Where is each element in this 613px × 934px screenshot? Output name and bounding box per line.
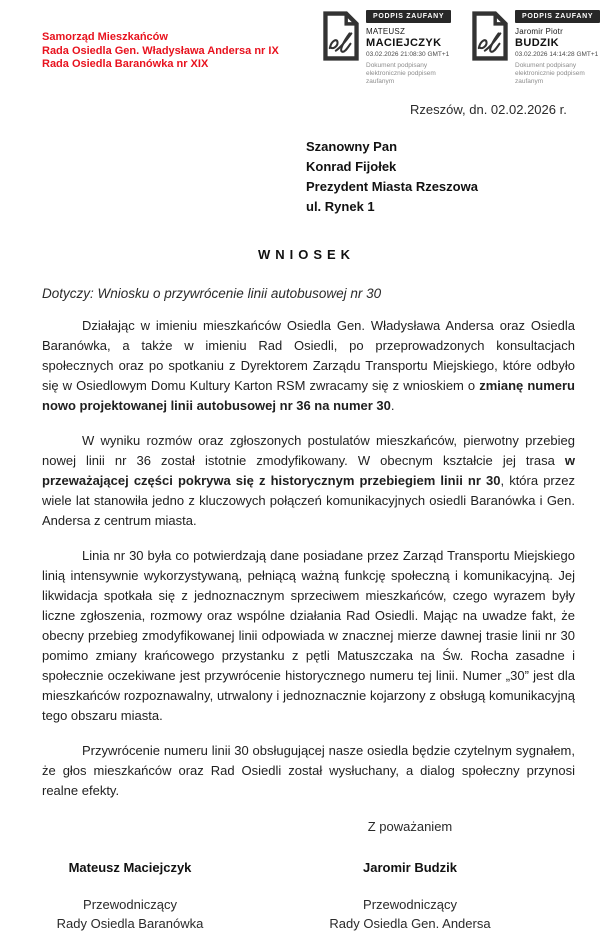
trusted-signature-stamp — [322, 10, 462, 86]
letter-body — [42, 316, 575, 801]
paragraph-2-bold: w przeważającej części pokrywa się z historycznym przebiegiem linii nr 30 — [42, 453, 575, 488]
signed-document-icon — [322, 10, 360, 86]
signer-last-name: BUDZIK — [515, 37, 559, 49]
trusted-signature-stamp — [471, 10, 611, 86]
signatory-right — [300, 860, 520, 934]
signature-row — [0, 860, 613, 934]
dateline: Rzeszów, dn. 02.02.2026 r. — [410, 102, 567, 117]
signatory-organization: Rady Osiedla Gen. Andersa — [329, 916, 491, 931]
closing-phrase: Z poważaniem — [367, 819, 453, 834]
trusted-signature-stamps — [322, 10, 611, 86]
signature-timestamp: 03.02.2026 14:14:28 GMT+1 — [515, 51, 599, 58]
recipient-line: ul. Rynek 1 — [306, 199, 375, 214]
paragraph-1-bold: zmianę numeru nowo projektowanej linii autobusowej nr 36 na numer 30 — [42, 378, 575, 413]
recipient-line: Konrad Fijołek — [306, 159, 397, 174]
stamp-text-block — [366, 10, 462, 86]
paragraph-2 — [42, 431, 575, 531]
signatory-name: Mateusz Maciejczyk — [68, 860, 192, 875]
paragraph-1-text: . — [390, 398, 395, 413]
recipient-line: Prezydent Miasta Rzeszowa — [306, 179, 478, 194]
subject-line: Dotyczy: Wniosku o przywrócenie linii autobusowej nr 30 — [42, 286, 382, 301]
signer-first-name: Jaromir Piotr — [515, 27, 563, 36]
signature-disclaimer: Dokument podpisany elektronicznie podpisem zaufanym — [366, 62, 436, 85]
document-header — [0, 0, 613, 86]
signature-timestamp: 03.02.2026 21:08:30 GMT+1 — [366, 51, 450, 58]
signature-disclaimer: Dokument podpisany elektronicznie podpisem zaufanym — [515, 62, 585, 85]
signatory-left — [30, 860, 230, 934]
letterhead-line: Rada Osiedla Baranówka nr XIX — [42, 58, 209, 70]
paragraph-4: Przywrócenie numeru linii 30 obsługującej nasze osiedla będzie czytelnym sygnałem, że głos mieszkańców oraz Rad Osiedli został wysłuchany, a dialog społeczny przynosi realne efekty. — [42, 743, 575, 798]
paragraph-2-text: , która przez wiele lat stanowiła jedno z kluczowych połączeń komunikacyjnych osiedli Baranówka i Gen. Andersa z centrum miasta. — [42, 473, 575, 528]
signatory-name: Jaromir Budzik — [363, 860, 457, 875]
paragraph-1 — [42, 316, 575, 416]
letterhead — [42, 31, 279, 72]
signed-document-icon — [471, 10, 509, 86]
trusted-profile-badge: PODPIS ZAUFANY — [515, 10, 600, 23]
letterhead-line: Rada Osiedla Gen. Władysława Andersa nr IX — [42, 44, 279, 57]
paragraph-2-text: W wyniku rozmów oraz zgłoszonych postulatów mieszkańców, pierwotny przebieg nowej linii nr 36 został istotnie zmodyfikowany. W obecnym kształcie jej trasa — [42, 433, 575, 468]
paragraph-1-text: Działając w imieniu mieszkańców Osiedla Gen. Władysława Andersa oraz Osiedla Baranówka, a także w imieniu Rad Osiedli, po przeprowadzonych konsultacjach społecznych oraz po spotkaniu z Dyrektorem Zarządu Transportu Miejskiego, które odbyło się w Osiedlowym Domu Kultury Karton RSM zwracamy się z wnioskiem o — [42, 318, 575, 393]
signer-last-name: MACIEJCZYK — [366, 37, 442, 49]
signatory-role: Przewodniczący — [83, 897, 177, 912]
recipient-line: Szanowny Pan — [306, 139, 398, 154]
signatory-organization: Rady Osiedla Baranówka — [56, 916, 204, 931]
trusted-profile-badge: PODPIS ZAUFANY — [366, 10, 451, 23]
paragraph-3: Linia nr 30 była co potwierdzają dane posiadane przez Zarząd Transportu Miejskiego linią intensywnie wykorzystywaną, pełniącą ważną funkcję społeczną i komunikacyjną. Jej likwidacja spotkała się z jednoznacznym sprzeciwem mieszkańców, czego wyrazem były liczne zgłoszenia, rozmowy oraz wspólne działania Rad Osiedli. Mając na uwadze fakt, że obecny przebieg zmodyfikowanej linii odpowiada w znacznej mierze dawnej trasie linii nr 30 pomimo zmiany krańcowego przystanku z pętli Matuszczaka na Św. Rocha zasadne i społecznie oczekiwane jest przywrócenie historycznego numeru tej linii. Numer „30” jest dla mieszkańców rozpoznawalny, utrwalony i jednoznacznie kojarzony z obsługą komunikacyjną tego obszaru miasta. — [42, 548, 575, 723]
signer-first-name: MATEUSZ — [366, 27, 406, 36]
signatory-role: Przewodniczący — [363, 897, 457, 912]
stamp-text-block — [515, 10, 611, 86]
letterhead-line: Samorząd Mieszkańców — [42, 31, 168, 43]
document-title: WNIOSEK — [257, 247, 356, 262]
recipient-block — [306, 137, 613, 217]
